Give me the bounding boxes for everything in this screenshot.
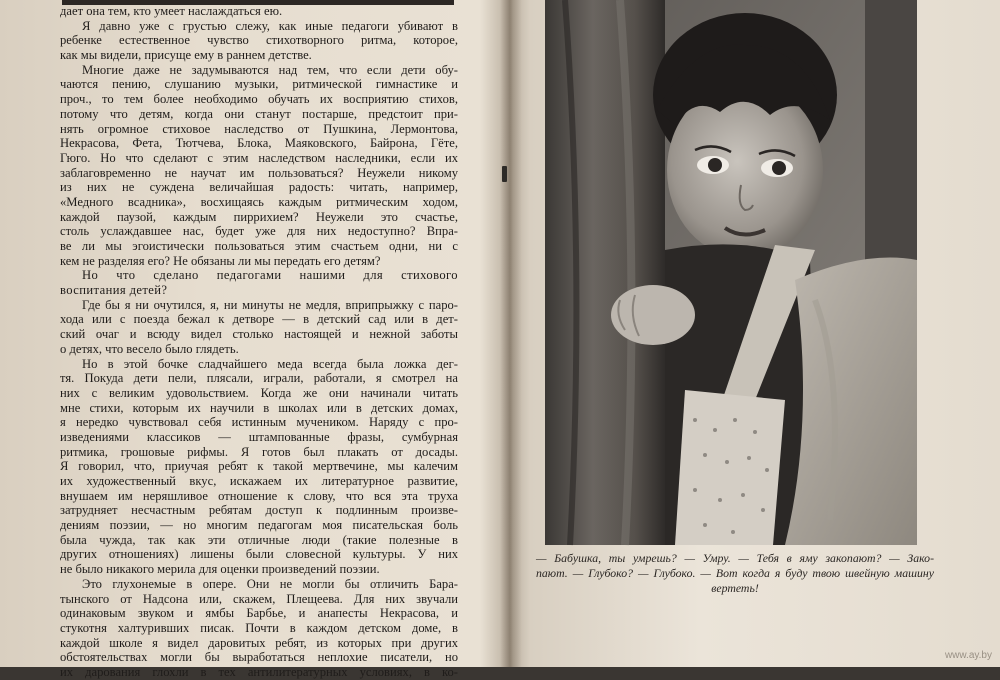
text-line: каждой паузой, каждым пиррихием? Неужели это счастье, <box>60 209 458 224</box>
text-line: стукотня халтуривших писак. Почти в каждом детском доме, в <box>60 620 458 635</box>
text-line: их дарования глохли в тех антилитературных условиях, в ко- <box>60 664 458 679</box>
text-line: проч., то тем более необходимо обучать их восприятию стихов, <box>60 92 458 107</box>
text-line: воспитания детей? <box>60 283 168 298</box>
text-line: кем не разделяя его? Не обязаны ли мы передать его детям? <box>60 253 381 268</box>
bookmark-tab <box>502 166 507 182</box>
text-line: была чужда, так как эти отличные люди (такие полезные в <box>60 532 458 547</box>
text-line: о детях, что весело было глядеть. <box>60 341 239 356</box>
text-line: Я говорил, что, приучая ребят к такой мертвечине, мы калечим <box>60 459 458 474</box>
text-line: мне стихи, которым их научили в школах или в детских домах, <box>60 400 458 415</box>
text-line: внушаем им неряшливое отношение к слову, что вся эта труха <box>60 488 458 503</box>
text-line: Многие даже не задумываются над тем, что если дети обу- <box>82 62 458 77</box>
text-line: нять огромное стиховое наследство от Пушкина, Лермонтова, <box>60 121 458 136</box>
text-line: из них не суждена величайшая радость: читать, например, <box>60 180 458 195</box>
text-line: Я давно уже с грустью слежу, как иные педагоги убивают в <box>82 18 458 33</box>
text-line: Но в этой бочке сладчайшего меда всегда была ложка дег- <box>82 356 458 371</box>
book-gutter <box>500 0 522 667</box>
text-line: их художественный вкус, искажаем их литературное развитие, <box>60 474 458 488</box>
left-page-text <box>60 4 458 679</box>
caption-line: пают. — Глубоко? — Глубоко. — Вот когда я буду твою швейную машину <box>536 566 934 580</box>
text-line: потому что детям, когда они станут постарше, предстоит при- <box>60 106 458 121</box>
text-line: других отношениях) лишены были словесной культуры. У них <box>60 547 458 562</box>
watermark: www.ay.by <box>944 650 992 661</box>
text-line: заблаговременно не научат им пользоваться? Неужели никому <box>60 165 458 180</box>
photo-child-illustration <box>545 0 917 545</box>
text-line: чаются пению, слушанию музыки, ритмической гимнастике и <box>60 77 458 92</box>
text-line: затрудняет несчастным ребятам доступ к подлинным произве- <box>60 503 458 518</box>
text-line: одинаковым звуком и ямбы Барбье, и анапесты Некрасова, и <box>60 606 458 621</box>
text-line: как мы видели, присуще ему в раннем детстве. <box>60 48 312 63</box>
text-line: дает она тем, кто умеет наслаждаться ею. <box>60 4 283 18</box>
caption-line: вертеть! <box>711 581 759 595</box>
text-line: ве ли мы эгоистически пользоваться этим счастьем одни, ни с <box>60 239 458 253</box>
text-line: не было никакого мерила для оценки произведений поэзии. <box>60 562 380 577</box>
text-line: обстоятельствах могли бы выработаться неплохие писатели, но <box>60 650 458 665</box>
text-line: тынского от Надсона или, скажем, Плещеева. Для них звучали <box>60 591 458 606</box>
text-line: хода или с поезда бежал к детворе — в детский сад или в дет- <box>60 312 458 327</box>
text-line: тя. Покуда дети пели, плясали, играли, работали, я смотрел на <box>60 371 458 386</box>
text-line: я нередко чувствовал себя истинным мучеником. Наряду с про- <box>60 415 458 430</box>
text-line: «Медного всадника», восхищаясь каждым ритмическим ходом, <box>60 194 458 209</box>
photo-caption <box>536 551 934 596</box>
text-line: Это глухонемые в опере. Они не могли бы отличить Бара- <box>82 576 458 591</box>
photo-drawing <box>545 0 917 545</box>
text-line: Но что сделано педагогами нашими для стихового <box>82 268 458 283</box>
caption-line: — Бабушка, ты умрешь? — Умру. — Тебя в яму закопают? — Зако- <box>536 551 934 565</box>
text-line: столь услаждавшее нас, будет уже для них недоступно? Впра- <box>60 224 458 239</box>
text-line: Гюго. Но что сделают с этим наследством наследники, если их <box>60 150 458 165</box>
text-line: дениям поэзии, — но многим педагогам моя писательская боль <box>60 518 458 533</box>
text-line: Где бы я ни очутился, я, ни минуты не медля, вприпрыжку с паро- <box>82 297 458 312</box>
text-line: изведениями классиков — штампованные фразы, сумбурная <box>60 429 458 444</box>
text-line: ский очаг и всюду видел столько настоящей и нежной заботы <box>60 327 458 342</box>
text-line: них с великим удовольствием. Когда же они начинали читать <box>60 385 458 400</box>
text-line: ритмика, грошовые рифмы. Я готов был плакать от досады. <box>60 444 458 459</box>
text-line: Некрасова, Фета, Тютчева, Блока, Маяковского, Байрона, Гёте, <box>60 136 458 151</box>
text-line: каждой школе я видел даровитых ребят, из которых при других <box>60 635 458 650</box>
text-line: ребенке естественное чувство стихотворного ритма, которое, <box>60 33 458 48</box>
